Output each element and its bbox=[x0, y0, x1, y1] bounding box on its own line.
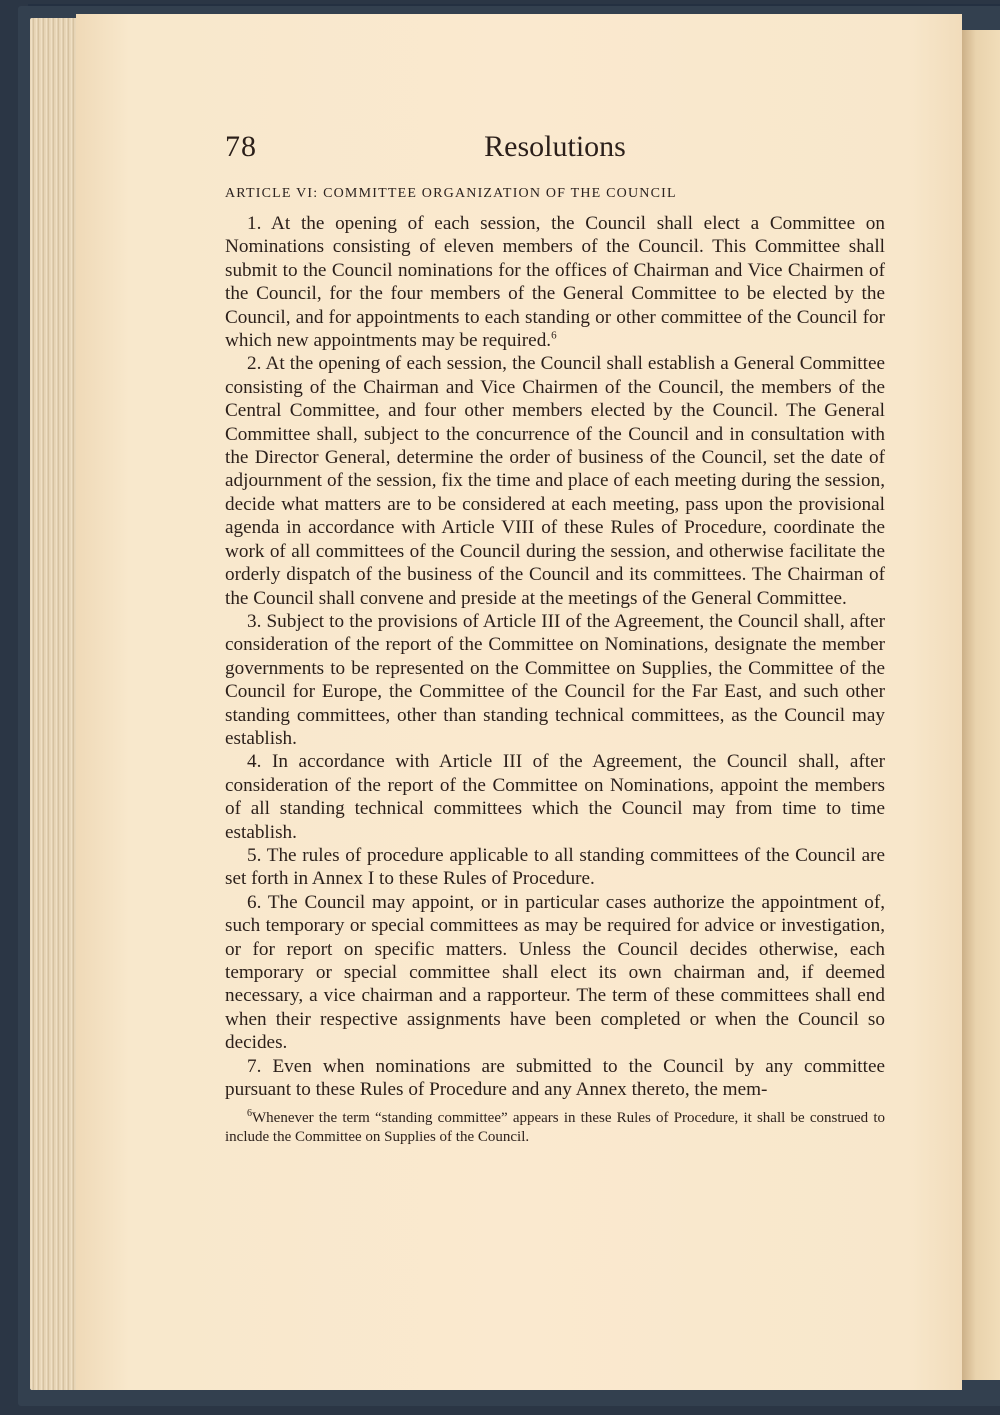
footnote-reference: 6 bbox=[551, 329, 557, 342]
footnote-text: Whenever the term “standing committee” appears in these Rules of Procedure, it shall be construed to include the Committee on Supplies of the Council. bbox=[225, 1110, 885, 1146]
page-number: 78 bbox=[225, 130, 257, 163]
page-edges-right bbox=[960, 30, 1000, 1380]
paragraph-1 bbox=[225, 212, 885, 352]
article-heading: ARTICLE VI: COMMITTEE ORGANIZATION OF THE COUNCIL bbox=[225, 186, 677, 201]
paragraph-5: 5. The rules of procedure applicable to all standing committees of the Council are set forth in Annex I to these Rules of Procedure. bbox=[225, 844, 885, 890]
page-content bbox=[225, 120, 885, 1147]
footnote-marker: 6 bbox=[247, 1108, 252, 1120]
footnote bbox=[225, 1109, 885, 1147]
paragraph-4: 4. In accordance with Article III of the Agreement, the Council shall, after consideration of the report of the Committee on Nominations, appoint the members of all standing technical committees which the Council may from time to time establish. bbox=[225, 751, 885, 843]
paragraph-6: 6. The Council may appoint, or in particular cases authorize the appointment of, such temporary or special committees as may be required for advice or investigation, or for report on specific matters. Unless the Council decides otherwise, each temporary or special committee shall elect its own chairman and, if deemed necessary, a vice chairman and a rapporteur. The term of these committees shall end when their respective assignments have been completed or when the Council so decides. bbox=[225, 891, 885, 1054]
page-edges-left bbox=[30, 18, 80, 1390]
paragraph-2: 2. At the opening of each session, the Council shall establish a General Committee consisting of the Chairman and Vice Chairmen of the Council, the members of the Central Committee, and four other members elected by the Council. The General Committee shall, subject to the concurrence of the Council and in consultation with the Director General, determine the order of business of the Council, set the date of adjournment of the session, fix the time and place of each meeting during the session, decide what matters are to be considered at each meeting, pass upon the provisional agenda in accordance with Article VIII of these Rules of Procedure, coordinate the work of all committees of the Council during the session, and otherwise facilitate the orderly dispatch of the business of the Council and its committees. The Chairman of the Council shall convene and preside at the meetings of the General Committee. bbox=[225, 353, 885, 609]
running-title: Resolutions bbox=[484, 130, 626, 163]
running-head bbox=[225, 120, 885, 168]
paragraph-7: 7. Even when nominations are submitted to the Council by any committee pursuant to these Rules of Procedure and any Annex thereto, the mem- bbox=[225, 1055, 885, 1101]
paragraph-1-text: 1. At the opening of each session, the Council shall elect a Committee on Nominations consisting of eleven members of the Council. This Committee shall submit to the Council nominations for the offices of Chairman and Vice Chairmen of the Council, for the four members of the General Committee to be elected by the Council, and for appointments to each standing or other committee of the Council for which new appointments may be required. bbox=[225, 213, 885, 352]
paragraph-3: 3. Subject to the provisions of Article III of the Agreement, the Council shall, after consideration of the report of the Committee on Nominations, designate the member governments to be represented on the Committee on Supplies, the Committee of the Council for Europe, the Committee of the Council for the Far East, and such other standing committees, other than standing technical committees, as the Council may establish. bbox=[225, 610, 885, 749]
